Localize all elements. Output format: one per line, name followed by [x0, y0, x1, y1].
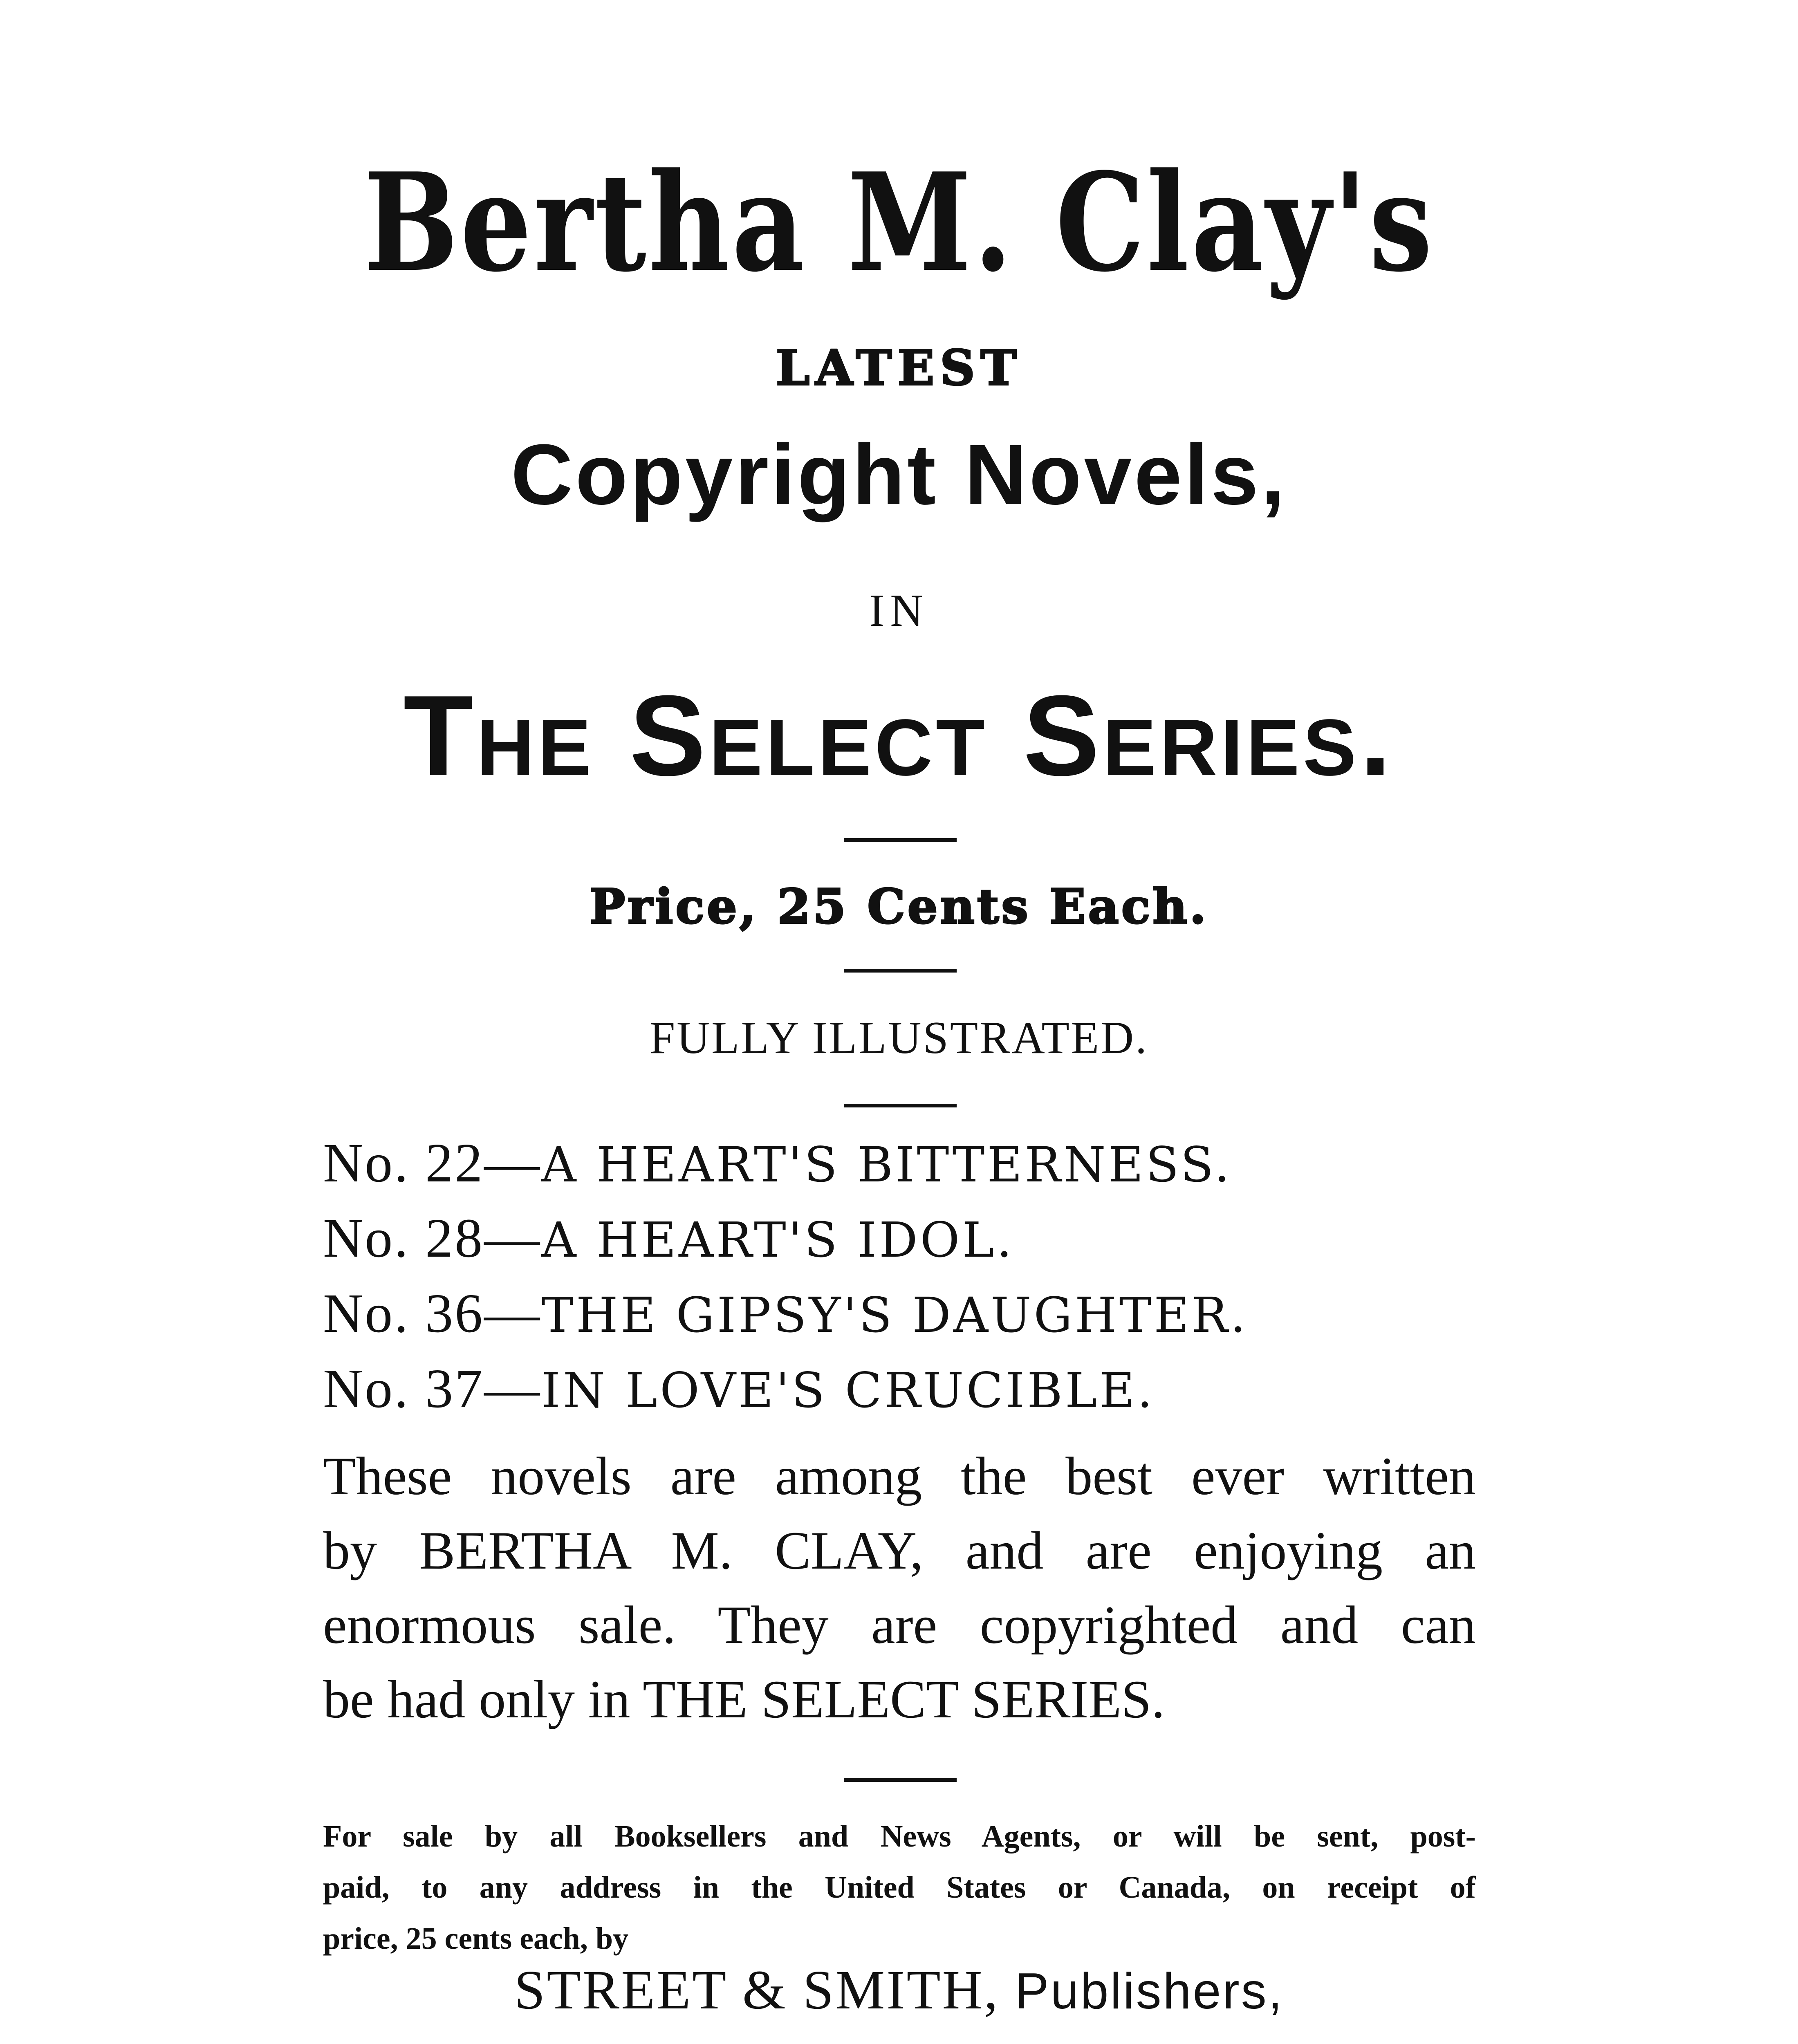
description-line: be had only in THE SELECT SERIES. — [323, 1669, 1165, 1729]
price-line: Price, 25 Cents Each. — [589, 879, 1209, 935]
novel-title: IN LOVE'S CRUCIBLE. — [541, 1362, 1155, 1419]
list-item — [323, 1126, 1248, 1201]
series-heading: The Select Series. — [403, 672, 1395, 800]
sale-notice — [323, 1811, 1476, 1964]
list-item — [323, 1277, 1248, 1352]
latest-label: LATEST — [776, 339, 1022, 396]
novel-number: No. 37— — [323, 1358, 542, 1419]
divider-rule — [844, 838, 957, 842]
list-item — [323, 1201, 1248, 1277]
publisher-line — [0, 1958, 1798, 2022]
sale-notice-line: paid, to any address in the United States or Canada, on receipt of — [323, 1870, 1476, 1905]
publisher-name: STREET & SMITH, — [514, 1959, 1000, 2021]
novel-title: THE GIPSY'S DAUGHTER. — [541, 1287, 1248, 1343]
description-line: enormous sale. They are copyrighted and can — [323, 1595, 1476, 1655]
divider-rule — [844, 1778, 957, 1782]
novel-number: No. 28— — [323, 1208, 542, 1269]
description-line: by BERTHA M. CLAY, and are enjoying an — [323, 1520, 1476, 1580]
publisher-word: Publishers, — [1015, 1963, 1284, 2019]
author-title: Bertha M. Clay's — [363, 143, 1435, 302]
sale-notice-line: For sale by all Booksellers and News Agents, or will be sent, post- — [323, 1819, 1476, 1853]
novel-number: No. 22— — [323, 1132, 542, 1194]
description-line: These novels are among the best ever written — [323, 1446, 1476, 1506]
divider-rule — [844, 969, 957, 973]
illustrated-line: FULLY ILLUSTRATED. — [649, 1013, 1149, 1063]
novel-title: A HEART'S IDOL. — [541, 1212, 1015, 1268]
in-label: IN — [869, 585, 929, 636]
sale-notice-line: price, 25 cents each, by — [323, 1921, 629, 1956]
divider-rule — [844, 1104, 957, 1107]
novel-list — [323, 1126, 1248, 1427]
copyright-novels-heading: Copyright Novels, — [511, 426, 1287, 522]
novel-number: No. 36— — [323, 1283, 542, 1344]
novel-title: A HEART'S BITTERNESS. — [541, 1136, 1232, 1193]
description-paragraph — [323, 1439, 1476, 1737]
list-item — [323, 1352, 1248, 1427]
